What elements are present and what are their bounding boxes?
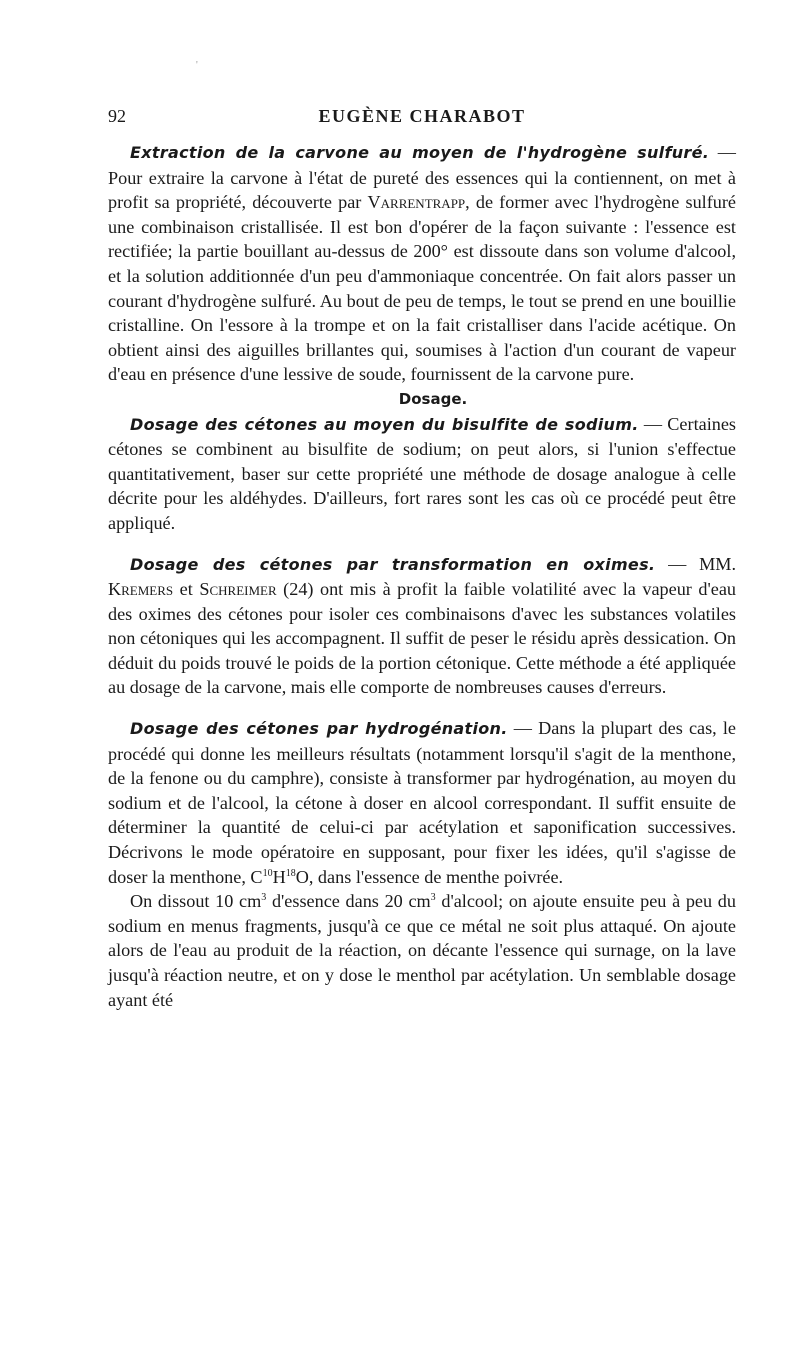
paragraph-bisulfite	[108, 412, 736, 536]
paragraph-hydrogenation	[108, 716, 736, 889]
text-run: — MM.	[655, 553, 736, 574]
author-name: Varrentrapp	[367, 192, 466, 213]
text-run: O, dans l'essence de menthe poivrée.	[295, 866, 564, 887]
text-run: H	[272, 866, 286, 887]
paragraph-carvone-extraction	[108, 140, 736, 387]
superscript: 10	[262, 867, 273, 879]
paragraph-procedure	[108, 889, 736, 1012]
text-run: — Dans la plupart des cas, le procédé qui donne les meilleurs résultats (notamment lorsqu'il s'agit de la menthone, de la fenone ou du camphre), consiste à transformer par hydrogénation, au moyen du sodium et de l'alcool, la cétone à doser en alcool correspondant. Il suffit ensuite de déterminer la quantité de celui-ci par acétylation et saponification successives. Décrivons le mode opératoire en supposant, pour fixer les idées, qu'il s'agisse de doser la menthone, C	[108, 718, 736, 887]
superscript: 3	[430, 892, 436, 904]
paragraph-title: Extraction de la carvone au moyen de l'hydrogène sulfuré.	[130, 143, 710, 162]
paragraph-title: Dosage des cétones par hydrogénation.	[130, 719, 508, 739]
text-run: d'alcool; on ajoute ensuite peu à peu du sodium en menus fragments, jusqu'à ce que ce métal ne soit plus attaqué. On ajoute alors de l'eau au produit de la réaction, on décante l'essence qui surnage, on la lave jusqu'à réaction neutre, et on y dose le menthol par acétylation. Un semblable dosage ayant été	[108, 891, 736, 1010]
paragraph-oximes	[108, 552, 736, 701]
paragraph-title: Dosage des cétones au moyen du bisulfite de sodium.	[130, 414, 639, 434]
author-name: Schreimer	[199, 579, 277, 600]
stray-mark: '	[196, 60, 198, 71]
page-number: 92	[108, 106, 126, 126]
text-run: d'essence dans 20 cm	[266, 891, 431, 912]
text-run: — Pour extraire la carvone à l'état de pureté des essences qui la contiennent, on met à profit sa propriété, découverte par	[108, 142, 736, 213]
page-header	[108, 104, 736, 132]
text-run: On dissout 10 cm	[130, 891, 262, 912]
section-heading: Dosage.	[398, 389, 468, 408]
paragraph-title: Dosage des cétones par transformation en oximes.	[130, 554, 656, 574]
body-text	[108, 140, 736, 1012]
text-run: , de former avec l'hydrogène sulfuré une combinaison cristallisée. Il est bon d'opérer de la façon suivante : l'essence est rectifiée; la partie bouillant au-dessus de 200° est dissoute dans son volume d'alcool, et la solution additionnée d'un peu d'ammoniaque concentrée. On fait alors passer un courant d'hydrogène sulfuré. Au bout de peu de temps, le tout se prend en une bouillie cristalline. On l'essore à la trompe et on la fait cristalliser dans l'acide acétique. On obtient ainsi des aiguilles brillantes qui, soumises à l'action d'un courant de vapeur d'eau en présence d'une lessive de soude, fournissent de la carvone pure.	[108, 192, 737, 385]
superscript: 18	[285, 867, 296, 879]
running-head: EUGÈNE CHARABOT	[318, 106, 526, 126]
author-name: Kremers	[108, 579, 174, 600]
text-run: (24) ont mis à profit la faible volatilité avec la vapeur d'eau des oximes des cétones pour isoler ces combinaisons d'avec les substances volatiles non cétoniques qui les accompagnent. Il suffit de peser le résidu après dessication. On déduit du poids trouvé le poids de la portion cétonique. Cette méthode a été appliquée au dosage de la carvone, mais elle comporte de nombreuses causes d'erreurs.	[108, 579, 736, 698]
text-run: et	[173, 579, 200, 600]
text-run: — Certaines cétones se combinent au bisulfite de sodium; on peut alors, si l'union s'effectue quantitativement, baser sur cette propriété une méthode de dosage analogue à celle décrite pour les aldéhydes. D'ailleurs, fort rares sont les cas où ce procédé peut être appliqué.	[108, 413, 736, 533]
superscript: 3	[261, 892, 267, 904]
